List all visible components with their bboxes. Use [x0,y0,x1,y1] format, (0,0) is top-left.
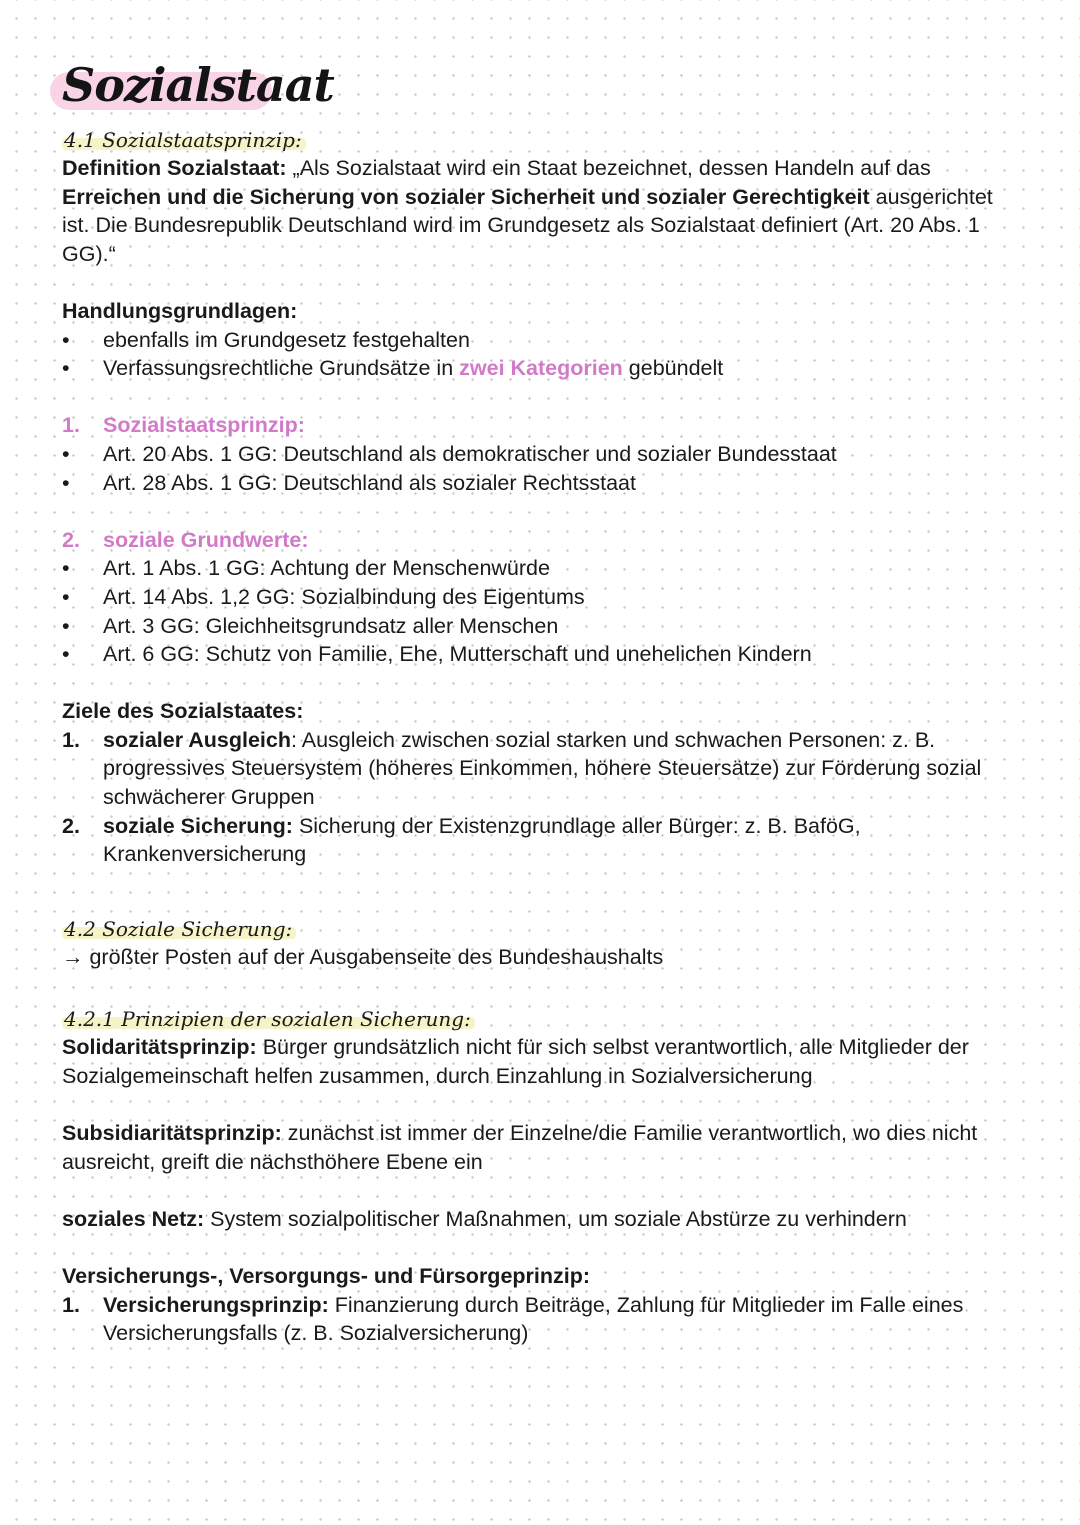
list-item: • ebenfalls im Grundgesetz festgehalten [62,326,1022,355]
list-item: • Art. 1 Abs. 1 GG: Achtung der Menschenwürde [62,554,1022,583]
solidar-paragraph [62,1033,1022,1090]
section-heading-4-2-1: 4.2.1 Prinzipien der sozialen Sicherung: [62,1007,475,1031]
section-heading-4-2: 4.2 Soziale Sicherung: [62,917,296,941]
definition-text-1: „Als Sozialstaat wird ein Staat bezeichnet, dessen Handeln auf das [286,156,931,180]
category-1-heading [62,411,1022,440]
category-2-list [62,554,1022,668]
netz-paragraph [62,1205,1022,1234]
grundlagen-label: Handlungsgrundlagen: [62,298,298,323]
list-item-text: gebündelt [622,356,724,381]
netz-label: soziales Netz: [62,1207,205,1231]
item-number: 1. [62,1292,80,1317]
subsid-paragraph [62,1119,1022,1176]
solidar-text: Bürger grundsätzlich nicht für sich selbst verantwortlich, alle Mitglieder der Sozialgemeinschaft helfen zusammen, durch Einzahlung in Sozialversicherung [62,1035,969,1089]
title-block [62,58,1022,128]
list-item: • Art. 20 Abs. 1 GG: Deutschland als demokratischer und sozialer Bundesstaat [62,440,1022,469]
list-item [62,726,1022,812]
solidar-label: Solidaritätsprinzip: [62,1035,257,1060]
section-heading-4-1: 4.1 Sozialstaatsprinzip: [62,128,306,152]
ziel-label: soziale Sicherung: [103,813,293,838]
category-label: soziale Grundwerte: [103,527,309,552]
note-page [62,58,1022,1348]
list-item: • Art. 3 GG: Gleichheitsgrundsatz aller Menschen [62,612,1022,641]
list-item [62,1291,1022,1348]
item-number: 1. [62,727,80,752]
vers-item-label: Versicherungsprinzip: [103,1292,329,1317]
list-item [62,812,1022,869]
category-label: Sozialstaatsprinzip: [103,413,305,438]
category-1-list [62,440,1022,497]
list-item: • Art. 6 GG: Schutz von Familie, Ehe, Mutterschaft und unehelichen Kindern [62,640,1022,669]
definition-text-2: ausgerichtet ist. Die Bundesrepublik Deutschland wird im Grundgesetz als Sozialstaat definiert (Art. 20 Abs. 1 GG).“ [62,184,993,266]
list-item [62,354,1022,383]
definition-bold: Erreichen und die Sicherung von sozialer Sicherheit und sozialer Gerechtigkeit [62,184,870,209]
ziel-label: sozialer Ausgleich [103,727,291,752]
highlight-zwei-kategorien: zwei Kategorien [459,356,623,381]
category-2-heading [62,526,1022,555]
category-number: 2. [62,527,80,552]
ziele-label: Ziele des Sozialstaates: [62,699,304,724]
vers-item-text: Finanzierung durch Beiträge, Zahlung für Mitglieder im Falle eines Versicherungsfalls (z. B. Sozialversicherung) [103,1292,964,1346]
subsid-text: zunächst ist immer der Einzelne/die Familie verantwortlich, wo dies nicht ausreicht, greift die nächsthöhere Ebene ein [62,1121,978,1174]
netz-text: System sozialpolitischer Maßnahmen, um soziale Abstürze zu verhindern [204,1207,907,1231]
subsid-label: Subsidiaritätsprinzip: [62,1121,282,1146]
definition-paragraph [62,154,1022,268]
vers-label: Versicherungs-, Versorgungs- und Fürsorgeprinzip: [62,1264,591,1289]
category-number: 1. [62,413,80,438]
ziele-list [62,726,1022,869]
arrow-note: → größter Posten auf der Ausgabenseite des Bundeshaushalts [62,944,664,969]
item-number: 2. [62,813,80,838]
grundlagen-list [62,326,1022,383]
vers-list [62,1291,1022,1348]
list-item-text: Verfassungsrechtliche Grundsätze in [103,356,460,381]
list-item: • Art. 28 Abs. 1 GG: Deutschland als sozialer Rechtsstaat [62,469,1022,498]
category-2-heading-list [62,526,1022,555]
ziel-text: Sicherung der Existenzgrundlage aller Bürger: z. B. BaföG, Krankenversicherung [103,813,861,867]
page-title: Sozialstaat [62,58,334,112]
category-1-heading-list [62,411,1022,440]
definition-label: Definition Sozialstaat: [62,156,287,180]
ziel-text: : Ausgleich zwischen sozial starken und schwachen Personen: z. B. progressives Steuersystem (höheres Einkommen, höhere Steuersätze) zur Förderung sozial schwächerer Gruppen [103,727,982,810]
list-item: • Art. 14 Abs. 1,2 GG: Sozialbindung des Eigentums [62,583,1022,612]
